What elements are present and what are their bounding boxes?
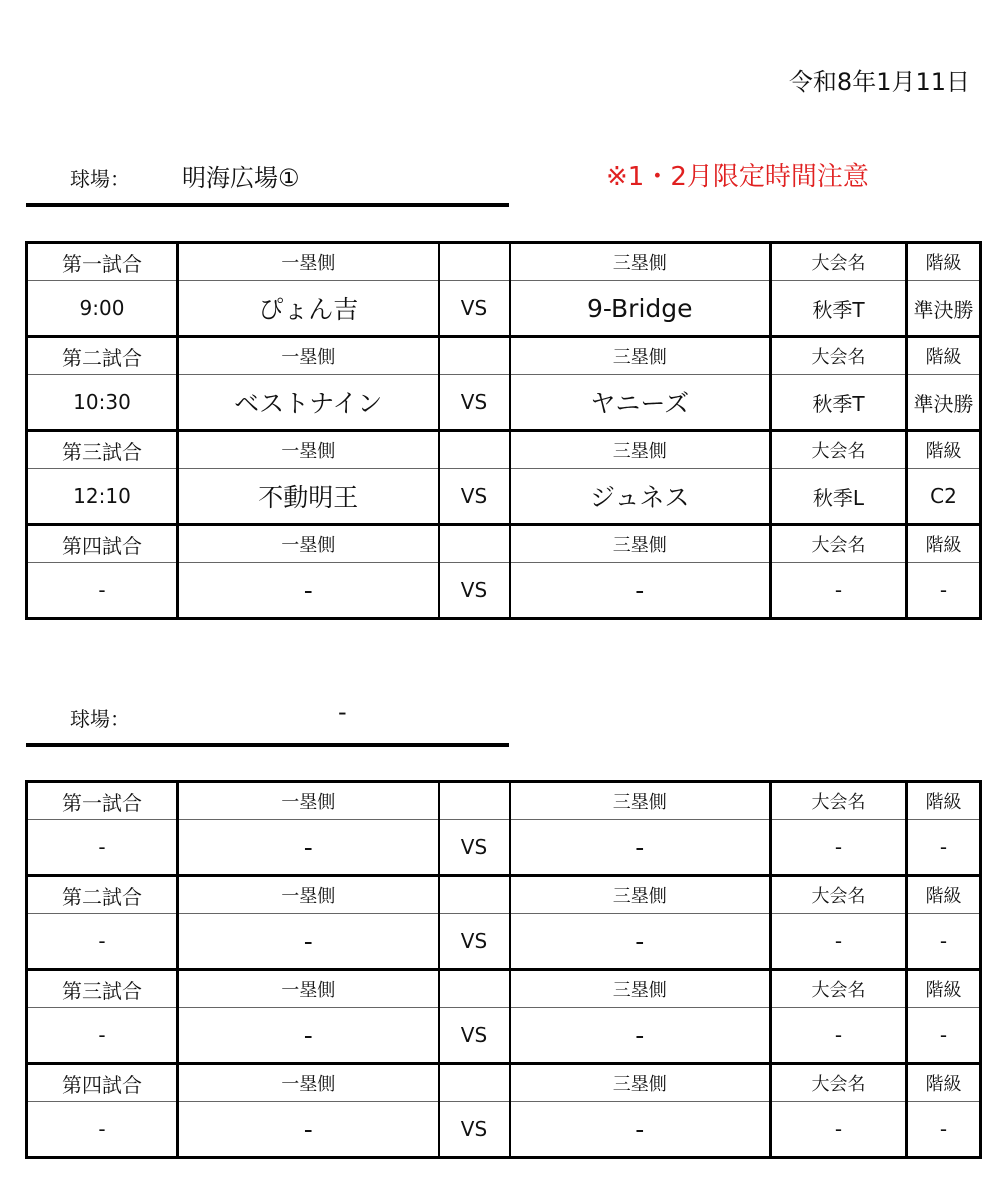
class-header: 階級	[907, 876, 981, 914]
third-base-team: -	[510, 563, 771, 619]
game-value-row	[27, 469, 981, 525]
third-base-header: 三塁側	[510, 525, 771, 563]
vs-header-blank	[439, 782, 510, 820]
third-base-header: 三塁側	[510, 1064, 771, 1102]
first-base-team: 不動明王	[178, 469, 439, 525]
class-value: -	[907, 1008, 981, 1064]
class-value: -	[907, 563, 981, 619]
venue-label: 球場：	[70, 167, 130, 191]
game-value-row	[27, 1008, 981, 1064]
third-base-team: ヤニーズ	[510, 375, 771, 431]
tournament-name: -	[771, 1008, 907, 1064]
class-header: 階級	[907, 1064, 981, 1102]
third-base-team: -	[510, 914, 771, 970]
tournament-name: 秋季T	[771, 281, 907, 337]
tournament-header: 大会名	[771, 876, 907, 914]
game-header-row	[27, 782, 981, 820]
game-time: -	[27, 1102, 178, 1158]
tournament-header: 大会名	[771, 337, 907, 375]
venue-label: 球場：	[70, 707, 130, 731]
first-base-team: -	[178, 563, 439, 619]
tournament-header: 大会名	[771, 970, 907, 1008]
game-label: 第四試合	[27, 525, 178, 563]
vs-label: VS	[439, 281, 510, 337]
venue-underline	[26, 203, 509, 207]
document-date: 令和8年1月11日	[788, 68, 970, 96]
tournament-header: 大会名	[771, 243, 907, 281]
third-base-header: 三塁側	[510, 876, 771, 914]
game-time: -	[27, 820, 178, 876]
game-value-row	[27, 820, 981, 876]
game-header-row	[27, 337, 981, 375]
third-base-team: -	[510, 820, 771, 876]
first-base-header: 一塁側	[178, 337, 439, 375]
vs-label: VS	[439, 563, 510, 619]
first-base-team: -	[178, 914, 439, 970]
third-base-header: 三塁側	[510, 970, 771, 1008]
first-base-header: 一塁側	[178, 876, 439, 914]
tournament-name: -	[771, 1102, 907, 1158]
tournament-header: 大会名	[771, 431, 907, 469]
class-header: 階級	[907, 431, 981, 469]
first-base-header: 一塁側	[178, 243, 439, 281]
class-value: -	[907, 1102, 981, 1158]
first-base-header: 一塁側	[178, 431, 439, 469]
game-value-row	[27, 375, 981, 431]
vs-label: VS	[439, 1102, 510, 1158]
first-base-team: ベストナイン	[178, 375, 439, 431]
first-base-header: 一塁側	[178, 1064, 439, 1102]
venue-2-heading	[26, 690, 509, 750]
vs-header-blank	[439, 525, 510, 563]
vs-label: VS	[439, 914, 510, 970]
tournament-name: -	[771, 820, 907, 876]
game-header-row	[27, 431, 981, 469]
vs-label: VS	[439, 1008, 510, 1064]
vs-header-blank	[439, 337, 510, 375]
game-label: 第二試合	[27, 337, 178, 375]
third-base-team: -	[510, 1102, 771, 1158]
class-header: 階級	[907, 525, 981, 563]
notice-text: ※1・2月限定時間注意	[606, 162, 869, 192]
game-label: 第二試合	[27, 876, 178, 914]
tournament-name: -	[771, 563, 907, 619]
first-base-header: 一塁側	[178, 970, 439, 1008]
tournament-header: 大会名	[771, 525, 907, 563]
third-base-team: 9-Bridge	[510, 281, 771, 337]
game-label: 第一試合	[27, 243, 178, 281]
class-header: 階級	[907, 243, 981, 281]
game-value-row	[27, 563, 981, 619]
class-value: -	[907, 820, 981, 876]
class-value: C2	[907, 469, 981, 525]
game-header-row	[27, 876, 981, 914]
vs-header-blank	[439, 431, 510, 469]
venue-underline	[26, 743, 509, 747]
first-base-header: 一塁側	[178, 782, 439, 820]
game-label: 第三試合	[27, 970, 178, 1008]
vs-header-blank	[439, 970, 510, 1008]
game-header-row	[27, 243, 981, 281]
venue-name: -	[338, 698, 347, 726]
tournament-name: 秋季L	[771, 469, 907, 525]
class-value: 準決勝	[907, 281, 981, 337]
third-base-team: ジュネス	[510, 469, 771, 525]
first-base-team: -	[178, 1102, 439, 1158]
game-header-row	[27, 525, 981, 563]
game-time: 12:10	[27, 469, 178, 525]
game-time: -	[27, 1008, 178, 1064]
first-base-team: ぴょん吉	[178, 281, 439, 337]
game-time: 10:30	[27, 375, 178, 431]
schedule-table-venue-1	[25, 241, 982, 620]
third-base-header: 三塁側	[510, 337, 771, 375]
game-label: 第四試合	[27, 1064, 178, 1102]
class-header: 階級	[907, 782, 981, 820]
schedule-table-venue-2	[25, 780, 982, 1159]
game-time: -	[27, 563, 178, 619]
first-base-header: 一塁側	[178, 525, 439, 563]
tournament-name: 秋季T	[771, 375, 907, 431]
tournament-header: 大会名	[771, 1064, 907, 1102]
vs-label: VS	[439, 820, 510, 876]
vs-label: VS	[439, 375, 510, 431]
vs-header-blank	[439, 1064, 510, 1102]
first-base-team: -	[178, 820, 439, 876]
class-value: 準決勝	[907, 375, 981, 431]
vs-header-blank	[439, 876, 510, 914]
class-value: -	[907, 914, 981, 970]
game-label: 第一試合	[27, 782, 178, 820]
vs-label: VS	[439, 469, 510, 525]
class-header: 階級	[907, 337, 981, 375]
game-value-row	[27, 1102, 981, 1158]
third-base-header: 三塁側	[510, 782, 771, 820]
tournament-header: 大会名	[771, 782, 907, 820]
game-header-row	[27, 1064, 981, 1102]
game-header-row	[27, 970, 981, 1008]
tournament-name: -	[771, 914, 907, 970]
third-base-header: 三塁側	[510, 431, 771, 469]
vs-header-blank	[439, 243, 510, 281]
game-time: -	[27, 914, 178, 970]
venue-1-heading	[26, 150, 509, 210]
first-base-team: -	[178, 1008, 439, 1064]
third-base-team: -	[510, 1008, 771, 1064]
game-label: 第三試合	[27, 431, 178, 469]
venue-name: 明海広場①	[182, 164, 300, 192]
game-value-row	[27, 281, 981, 337]
third-base-header: 三塁側	[510, 243, 771, 281]
game-time: 9:00	[27, 281, 178, 337]
game-value-row	[27, 914, 981, 970]
class-header: 階級	[907, 970, 981, 1008]
